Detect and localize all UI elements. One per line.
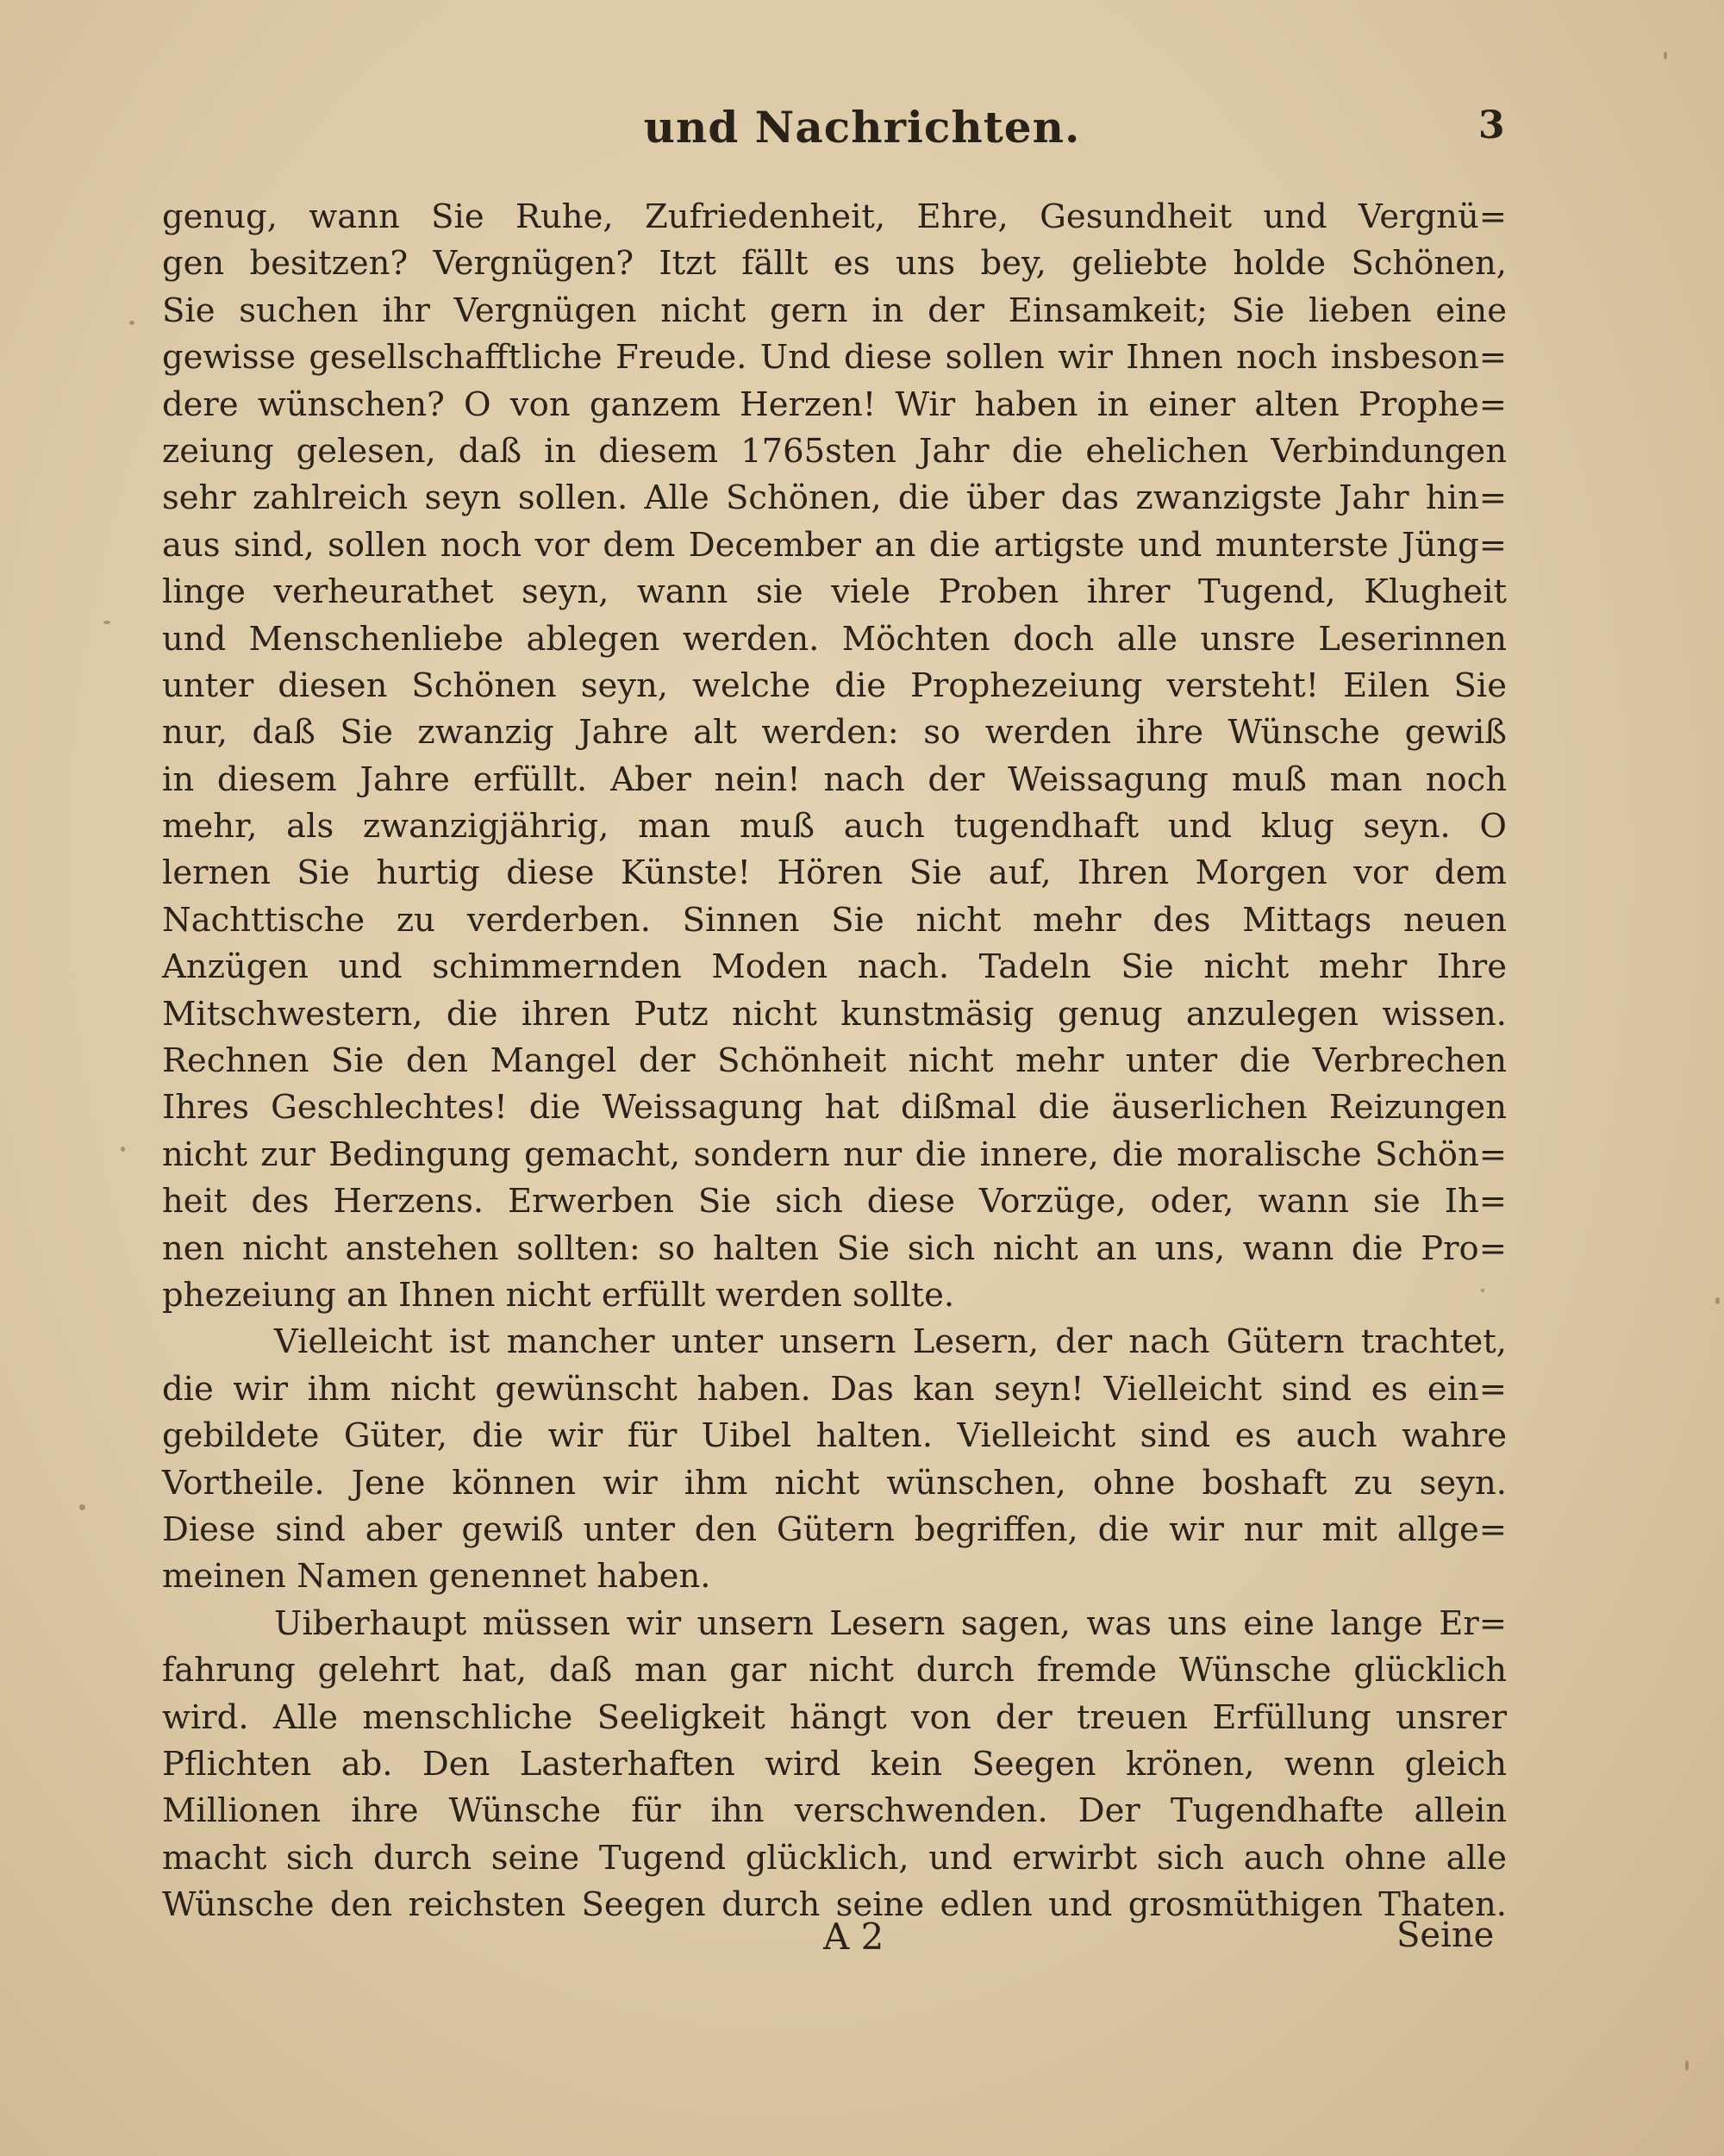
paper-speck <box>1715 1297 1720 1304</box>
paper-speck <box>103 621 110 624</box>
text-line: fahrung gelehrt hat, daß man gar nicht durch fremde Wünsche glücklich <box>162 1651 1507 1690</box>
text-line: Rechnen Sie den Mangel der Schönheit nicht mehr unter die Verbrechen <box>162 1041 1507 1081</box>
text-line: heit des Herzens. Erwerben Sie sich diese Vorzüge, oder, wann sie Ih= <box>162 1182 1507 1222</box>
text-line: aus sind, sollen noch vor dem December an die artigste und munterste Jüng= <box>162 525 1507 565</box>
text-line: Diese sind aber gewiß unter den Gütern begriffen, die wir nur mit allge= <box>162 1509 1507 1549</box>
text-line: Millionen ihre Wünsche für ihn verschwenden. Der Tugendhafte allein <box>162 1791 1507 1831</box>
text-line: nicht zur Bedingung gemacht, sondern nur die innere, die moralische Schön= <box>162 1134 1507 1174</box>
text-line: zeiung gelesen, daß in diesem 1765sten Jahr die ehelichen Verbindungen <box>162 431 1507 471</box>
text-line: Anzügen und schimmernden Moden nach. Tadeln Sie nicht mehr Ihre <box>162 947 1507 987</box>
page-number: 3 <box>1478 103 1505 147</box>
text-line-paragraph-end: phezeiung an Ihnen nicht erfüllt werden sollte. <box>162 1275 955 1315</box>
text-line: Nachttische zu verderben. Sinnen Sie nicht mehr des Mittags neuen <box>162 900 1507 940</box>
text-line: gen besitzen? Vergnügen? Itzt fällt es uns bey, geliebte holde Schönen, <box>162 244 1507 284</box>
text-line: sehr zahlreich seyn sollen. Alle Schönen, die über das zwanzigste Jahr hin= <box>162 478 1507 518</box>
text-line: genug, wann Sie Ruhe, Zufriedenheit, Ehre, Gesundheit und Vergnü= <box>162 197 1507 236</box>
text-line: lernen Sie hurtig diese Künste! Hören Sie auf, Ihren Morgen vor dem <box>162 853 1507 893</box>
text-line: und Menschenliebe ablegen werden. Möchten doch alle unsre Leserinnen <box>162 619 1507 659</box>
text-line: Sie suchen ihr Vergnügen nicht gern in der Einsamkeit; Sie lieben eine <box>162 291 1507 330</box>
text-line: macht sich durch seine Tugend glücklich, und erwirbt sich auch ohne alle <box>162 1838 1507 1878</box>
catchword: Seine <box>1396 1915 1495 1955</box>
paper-speck <box>1664 52 1667 59</box>
text-line: wird. Alle menschliche Seeligkeit hängt von der treuen Erfüllung unsrer <box>162 1697 1507 1737</box>
text-line: nen nicht anstehen sollten: so halten Sie sich nicht an uns, wann die Pro= <box>162 1228 1507 1268</box>
paper-speck <box>129 321 134 325</box>
text-line: unter diesen Schönen seyn, welche die Prophezeiung versteht! Eilen Sie <box>162 666 1507 705</box>
text-line: die wir ihm nicht gewünscht haben. Das kan seyn! Vielleicht sind es ein= <box>162 1369 1507 1409</box>
paper-speck <box>79 1504 85 1510</box>
paper-speck <box>121 1147 125 1152</box>
body-text <box>162 194 1507 1928</box>
text-line-paragraph-start: Uiberhaupt müssen wir unsern Lesern sagen, was uns eine lange Er= <box>274 1603 1507 1643</box>
paper-speck <box>1685 2060 1689 2071</box>
text-line: Vortheile. Jene können wir ihm nicht wünschen, ohne boshaft zu seyn. <box>162 1463 1507 1503</box>
text-line: in diesem Jahre erfüllt. Aber nein! nach der Weissagung muß man noch <box>162 759 1507 799</box>
signature-mark: A 2 <box>823 1915 884 1958</box>
text-line: Pflichten ab. Den Lasterhaften wird kein Seegen krönen, wenn gleich <box>162 1744 1507 1784</box>
text-line: Mitschwestern, die ihren Putz nicht kunstmäsig genug anzulegen wissen. <box>162 994 1507 1034</box>
text-line: mehr, als zwanzigjährig, man muß auch tugendhaft und klug seyn. O <box>162 807 1507 847</box>
text-line: gewisse gesellschafftliche Freude. Und diese sollen wir Ihnen noch insbeson= <box>162 338 1507 378</box>
text-line: nur, daß Sie zwanzig Jahre alt werden: so werden ihre Wünsche gewiß <box>162 713 1507 753</box>
text-line: Ihres Geschlechtes! die Weissagung hat dißmal die äuserlichen Reizungen <box>162 1088 1507 1128</box>
text-line: gebildete Güter, die wir für Uibel halten. Vielleicht sind es auch wahre <box>162 1416 1507 1456</box>
text-line: Wünsche den reichsten Seegen durch seine edlen und grosmüthigen Thaten. <box>162 1885 1507 1925</box>
text-line: dere wünschen? O von ganzem Herzen! Wir haben in einer alten Prophe= <box>162 384 1507 424</box>
text-line: linge verheurathet seyn, wann sie viele Proben ihrer Tugend, Klugheit <box>162 572 1507 612</box>
text-line-paragraph-end: meinen Namen genennet haben. <box>162 1557 711 1597</box>
running-title: und Nachrichten. <box>643 102 1081 153</box>
text-line-paragraph-start: Vielleicht ist mancher unter unsern Lesern, der nach Gütern trachtet, <box>274 1322 1507 1362</box>
